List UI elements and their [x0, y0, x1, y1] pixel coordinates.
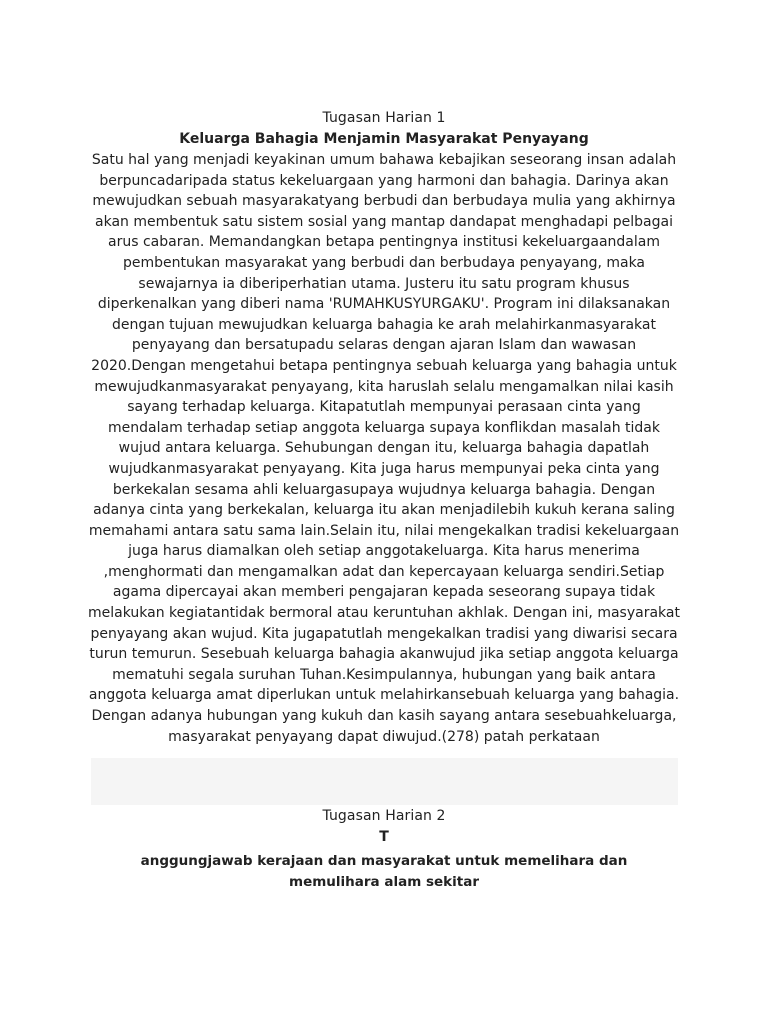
task1-title: Keluarga Bahagia Menjamin Masyarakat Penyayang [179, 131, 589, 147]
task1-body: Satu hal yang menjadi keyakinan umum bahawa kebajikan seseorang insan adalah berpuncadaripada status kekeluargaan yang harmoni dan bahagia. Darinya akan mewujudkan sebuah masyarakatyang berbudi dan berbudaya mulia yang akhirnya akan membentuk satu sistem sosial yang mantap dandapat menghadapi pelbagai arus cabaran. Memandangkan betapa pentingnya institusi kekeluargaandalam pembentukan masyarakat yang berbudi dan berbudaya penyayang, maka sewajarnya ia diberiperhatian utama. Justeru itu satu program khusus diperkenalkan yang diberi nama 'RUMAHKUSYURGAKU'. Program ini dilaksanakan dengan tujuan mewujudkan keluarga bahagia ke arah melahirkanmasyarakat penyayang dan bersatupadu selaras dengan ajaran Islam dan wawasan 2020.Dengan mengetahui betapa pentingnya sebuah keluarga yang bahagia untuk mewujudkanmasyarakat penyayang, kita haruslah selalu mengamalkan nilai kasih sayang terhadap keluarga. Kitapatutlah mempunyai perasaan cinta yang mendalam terhadap setiap anggota keluarga supaya konflikdan masalah tidak wujud antara keluarga. Sehubungan dengan itu, keluarga bahagia dapatlah wujudkanmasyarakat penyayang. Kita juga harus mempunyai peka cinta yang berkekalan sesama ahli keluargasupaya wujudnya keluarga bahagia. Dengan adanya cinta yang berkekalan, keluarga itu akan menjadilebih kukuh kerana saling memahami antara satu sama lain.Selain itu, nilai mengekalkan tradisi kekeluargaan juga harus diamalkan oleh setiap anggotakeluarga. Kita harus menerima ,menghormati dan mengamalkan adat dan kepercayaan keluarga sendiri.Setiap agama dipercayai akan memberi pengajaran kepada seseorang supaya tidak melakukan kegiatantidak bermoral atau keruntuhan akhlak. Dengan ini, masyarakat penyayang akan wujud. Kita jugapatutlah mengekalkan tradisi yang diwarisi secara turun temurun. Sesebuah keluarga bahagia akanwujud jika setiap anggota keluarga mematuhi segala suruhan Tuhan.Kesimpulannya, hubungan yang baik antara anggota keluarga amat diperlukan untuk melahirkansebuah keluarga yang bahagia. Dengan adanya hubungan yang kukuh dan kasih sayang antara sesebuahkeluarga, masyarakat penyayang dapat diwujud.(278) patah perkataan [88, 152, 680, 745]
task2-dropcap: T [379, 829, 389, 845]
task2-section [88, 806, 680, 893]
task1-label: Tugasan Harian 1 [322, 110, 446, 126]
blank-block [91, 758, 678, 805]
task2-label: Tugasan Harian 2 [322, 808, 446, 824]
task2-title: anggungjawab kerajaan dan masyarakat untuk memelihara dan memulihara alam sekitar [140, 853, 628, 890]
task1-section [88, 108, 680, 747]
